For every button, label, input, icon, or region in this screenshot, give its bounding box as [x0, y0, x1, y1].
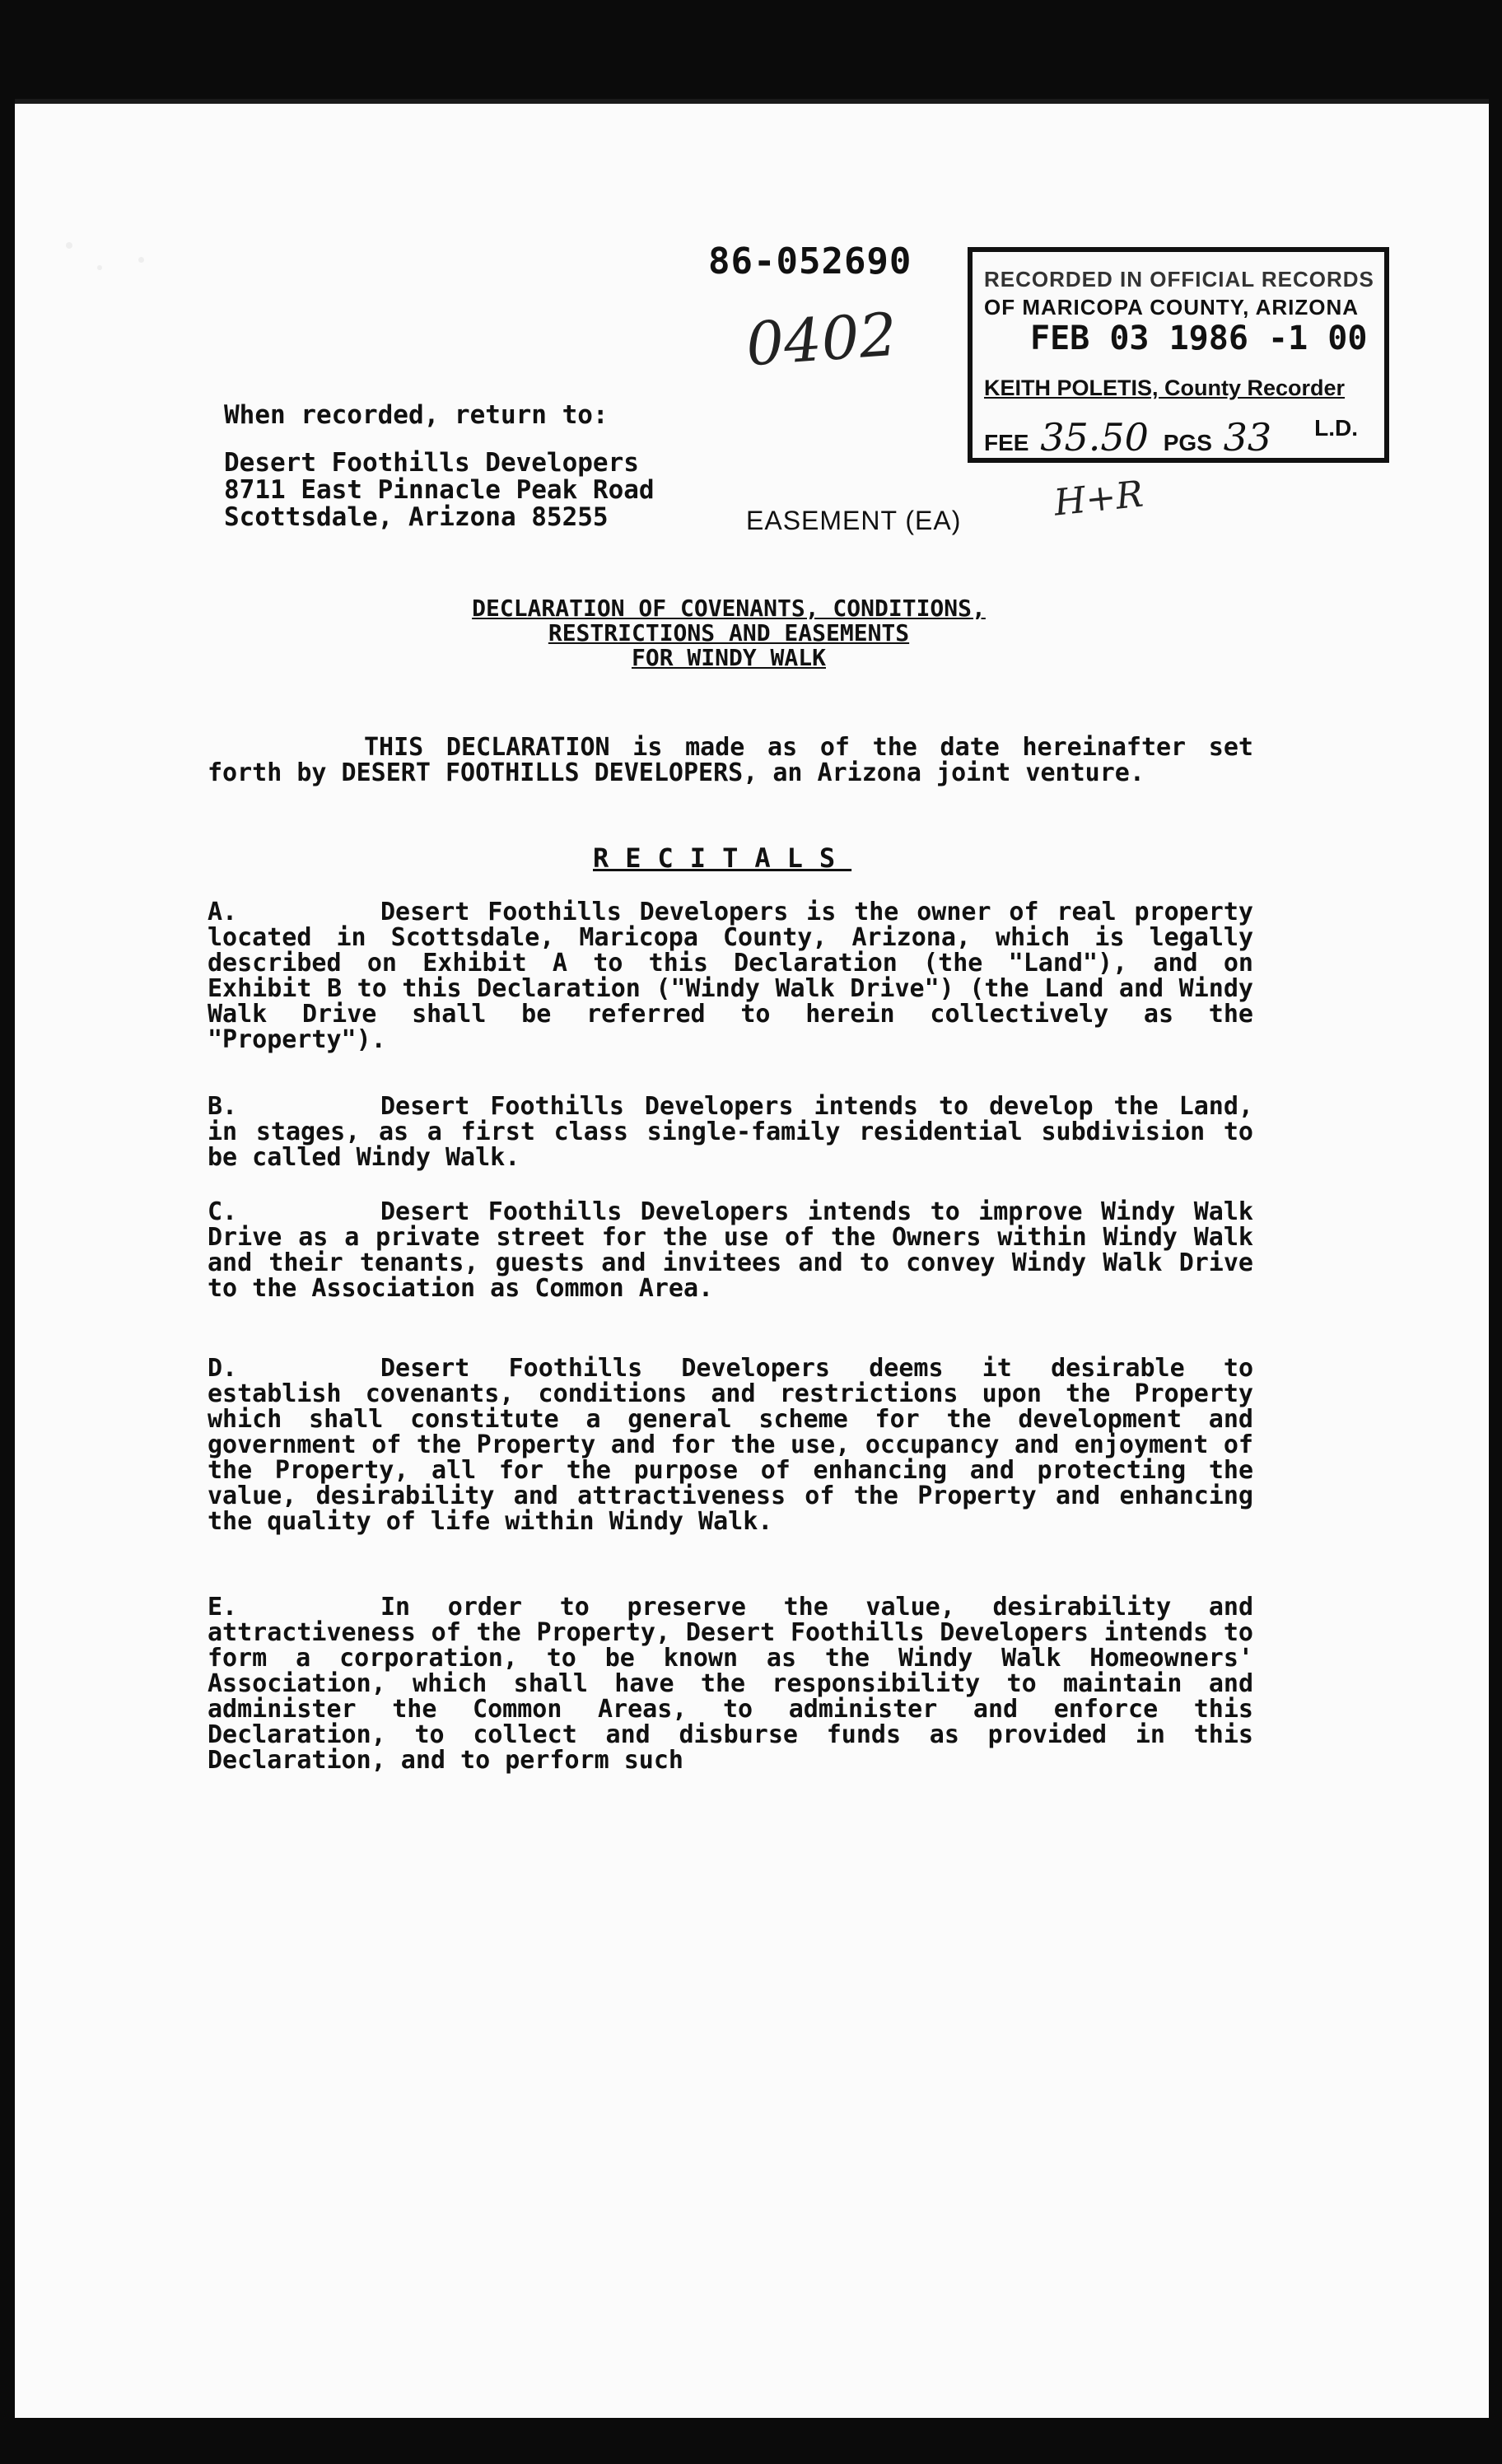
stamp-recorder: KEITH POLETIS, County Recorder: [984, 376, 1346, 400]
intro-paragraph: [208, 735, 1253, 786]
recitals-heading: RECITALS: [593, 842, 852, 874]
document-number: 86-052690: [708, 240, 912, 282]
intro-text: THIS DECLARATION is made as of the date hereinafter set forth by DESERT FOOTHILLS DEVELOPERS, an Arizona joint venture.: [208, 733, 1253, 787]
recital-label: D.: [208, 1354, 238, 1383]
fee-label: FEE: [984, 430, 1029, 455]
stamp-date-time: FEB 03 1986 -1 00: [1030, 320, 1368, 357]
recital-text: Desert Foothills Developers deems it desirable to establish covenants, conditions and restrictions upon the Property which shall constitute a general scheme for the development and government of the Property and for the use, occupancy and enjoyment of the Property, all for the purpose of enhancing and protecting the value, desirability and attractiveness of the Property and enhancing the quality of life within Windy Walk.: [208, 1354, 1253, 1536]
stamp-fee-row: [984, 415, 1371, 460]
return-address: [224, 450, 655, 531]
recital-paragraph: [208, 1199, 1253, 1301]
handwritten-initials: H+R: [1052, 473, 1145, 525]
fee-value: 35.50: [1040, 415, 1149, 460]
stamp-line-1: RECORDED IN OFFICIAL RECORDS: [984, 267, 1374, 292]
recital-paragraph: [208, 1594, 1253, 1773]
recording-stamp: [968, 247, 1389, 463]
scan-speck: [66, 242, 72, 249]
scan-speck: [138, 257, 144, 263]
title-line-3: FOR WINDY WALK: [631, 644, 826, 671]
recital-text: Desert Foothills Developers intends to improve Windy Walk Drive as a private street for the use of the Owners within Windy Walk and their tenants, guests and invitees and to convey Windy Walk Drive to the Association as Common Area.: [208, 1197, 1253, 1303]
recital-label: B.: [208, 1092, 238, 1121]
handwritten-code: 0402: [744, 299, 899, 380]
recital-label: E.: [208, 1593, 238, 1622]
recital-label: C.: [208, 1197, 238, 1226]
pages-label: PGS: [1163, 430, 1212, 455]
recital-paragraph: [208, 1094, 1253, 1170]
title-line-1: DECLARATION OF COVENANTS, CONDITIONS,: [472, 595, 986, 622]
recital-text: Desert Foothills Developers intends to develop the Land, in stages, as a first class single-family residential subdivision to be called Windy Walk.: [208, 1092, 1253, 1172]
address-street: 8711 East Pinnacle Peak Road: [224, 475, 655, 505]
return-to-label: When recorded, return to:: [224, 400, 609, 430]
address-name: Desert Foothills Developers: [224, 448, 639, 478]
document-title: [412, 596, 1046, 670]
recital-paragraph: [208, 1356, 1253, 1534]
ld-label: L.D.: [1314, 415, 1358, 441]
recital-text: Desert Foothills Developers is the owner of real property located in Scottsdale, Maricopa County, Arizona, which is legally described on Exhibit A to this Declaration (the "Land"), and on Exhibit B to this Declaration ("Windy Walk Drive") (the Land and Windy Walk Drive shall be referred to herein collectively as the "Property").: [208, 898, 1253, 1054]
recital-text: In order to preserve the value, desirability and attractiveness of the Property, Desert Foothills Developers intends to form a corporation, to be known as the Windy Walk Homeowners' Association, which shall have the responsibility to maintain and administer the Common Areas, to administer and enforce this Declaration, to collect and disburse funds as provided in this Declaration, and to perform such: [208, 1593, 1253, 1775]
stamp-line-2: OF MARICOPA COUNTY, ARIZONA: [984, 295, 1360, 320]
address-city: Scottsdale, Arizona 85255: [224, 502, 609, 532]
title-line-2: RESTRICTIONS AND EASEMENTS: [548, 619, 910, 646]
pages-value: 33: [1223, 415, 1272, 460]
recital-paragraph: [208, 899, 1253, 1052]
scan-speck: [97, 265, 102, 270]
recital-label: A.: [208, 898, 238, 926]
easement-label: EASEMENT (EA): [746, 506, 962, 535]
